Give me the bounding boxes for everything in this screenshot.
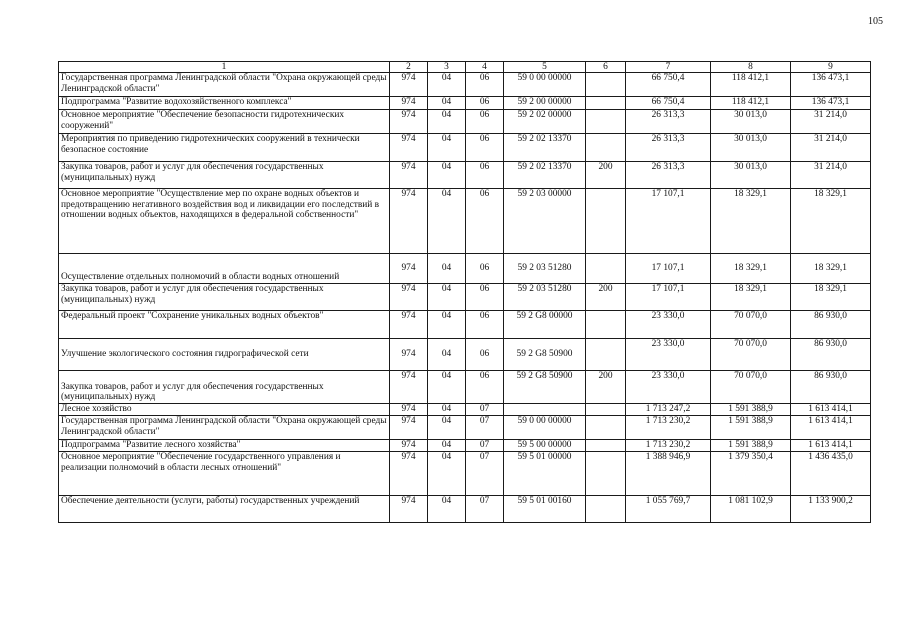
grbs-cell: 974 — [390, 97, 428, 110]
section-cell: 04 — [428, 339, 466, 371]
section-cell: 04 — [428, 254, 466, 284]
section-cell: 04 — [428, 416, 466, 440]
expense-type-cell: 200 — [586, 284, 626, 311]
amount-year1-cell: 26 313,3 — [626, 134, 711, 162]
table-row — [59, 134, 871, 162]
amount-year1-cell: 26 313,3 — [626, 162, 711, 189]
table-row — [59, 452, 871, 496]
expense-type-cell: 200 — [586, 162, 626, 189]
table-row — [59, 110, 871, 134]
amount-year1-cell: 1 388 946,9 — [626, 452, 711, 496]
target-code-cell: 59 2 G8 50900 — [504, 339, 586, 371]
table-row — [59, 371, 871, 404]
subsection-cell: 06 — [466, 189, 504, 254]
amount-year1-cell: 1 713 247,2 — [626, 404, 711, 416]
row-name-cell: Осуществление отдельных полномочий в области водных отношений — [59, 254, 390, 284]
amount-year3-cell: 1 613 414,1 — [791, 416, 871, 440]
row-name-cell: Подпрограмма "Развитие лесного хозяйства" — [59, 440, 390, 452]
amount-year3-cell: 1 436 435,0 — [791, 452, 871, 496]
subsection-cell: 06 — [466, 97, 504, 110]
target-code-cell: 59 2 03 51280 — [504, 284, 586, 311]
amount-year2-cell: 1 379 350,4 — [711, 452, 791, 496]
grbs-cell: 974 — [390, 496, 428, 523]
table-row — [59, 189, 871, 254]
amount-year2-cell: 118 412,1 — [711, 97, 791, 110]
amount-year3-cell: 86 930,0 — [791, 339, 871, 371]
target-code-cell — [504, 404, 586, 416]
expense-type-cell — [586, 134, 626, 162]
amount-year2-cell: 18 329,1 — [711, 284, 791, 311]
expense-type-cell: 200 — [586, 371, 626, 404]
row-name-cell: Основное мероприятие "Осуществление мер по охране водных объектов и предотвращению негативного воздействия вод и ликвидации его последствий в отношении водных объектов, находящихся в федеральной собственности" — [59, 189, 390, 254]
section-cell: 04 — [428, 371, 466, 404]
amount-year2-cell: 70 070,0 — [711, 371, 791, 404]
section-cell: 04 — [428, 73, 466, 97]
target-code-cell: 59 5 00 00000 — [504, 440, 586, 452]
row-name-cell: Обеспечение деятельности (услуги, работы) государственных учреждений — [59, 496, 390, 523]
column-header: 7 — [626, 62, 711, 73]
amount-year1-cell: 23 330,0 — [626, 339, 711, 371]
expense-type-cell — [586, 496, 626, 523]
section-cell: 04 — [428, 496, 466, 523]
subsection-cell: 06 — [466, 73, 504, 97]
amount-year2-cell: 1 591 388,9 — [711, 416, 791, 440]
section-cell: 04 — [428, 404, 466, 416]
amount-year3-cell: 31 214,0 — [791, 134, 871, 162]
amount-year1-cell: 17 107,1 — [626, 284, 711, 311]
subsection-cell: 06 — [466, 311, 504, 339]
grbs-cell: 974 — [390, 416, 428, 440]
table-row — [59, 440, 871, 452]
grbs-cell: 974 — [390, 404, 428, 416]
grbs-cell: 974 — [390, 254, 428, 284]
subsection-cell: 07 — [466, 496, 504, 523]
amount-year3-cell: 1 613 414,1 — [791, 440, 871, 452]
expense-type-cell — [586, 452, 626, 496]
grbs-cell: 974 — [390, 189, 428, 254]
amount-year3-cell: 86 930,0 — [791, 311, 871, 339]
table-row — [59, 416, 871, 440]
table-row — [59, 311, 871, 339]
table-row — [59, 254, 871, 284]
amount-year3-cell: 136 473,1 — [791, 97, 871, 110]
subsection-cell: 07 — [466, 404, 504, 416]
amount-year1-cell: 66 750,4 — [626, 97, 711, 110]
amount-year3-cell: 18 329,1 — [791, 284, 871, 311]
amount-year1-cell: 23 330,0 — [626, 311, 711, 339]
section-cell: 04 — [428, 189, 466, 254]
subsection-cell: 06 — [466, 254, 504, 284]
grbs-cell: 974 — [390, 440, 428, 452]
amount-year1-cell: 1 055 769,7 — [626, 496, 711, 523]
subsection-cell: 06 — [466, 162, 504, 189]
budget-table — [58, 61, 871, 523]
amount-year2-cell: 70 070,0 — [711, 311, 791, 339]
expense-type-cell — [586, 339, 626, 371]
amount-year3-cell: 31 214,0 — [791, 110, 871, 134]
amount-year2-cell: 30 013,0 — [711, 162, 791, 189]
grbs-cell: 974 — [390, 371, 428, 404]
row-name-cell: Мероприятия по приведению гидротехнических сооружений в технически безопасное состояние — [59, 134, 390, 162]
expense-type-cell — [586, 97, 626, 110]
column-header: 5 — [504, 62, 586, 73]
amount-year1-cell: 1 713 230,2 — [626, 440, 711, 452]
subsection-cell: 07 — [466, 416, 504, 440]
table-row — [59, 339, 871, 371]
target-code-cell: 59 2 03 00000 — [504, 189, 586, 254]
grbs-cell: 974 — [390, 339, 428, 371]
amount-year3-cell: 86 930,0 — [791, 371, 871, 404]
row-name-cell: Государственная программа Ленинградской области "Охрана окружающей среды Ленинградской области" — [59, 416, 390, 440]
target-code-cell: 59 2 03 51280 — [504, 254, 586, 284]
row-name-cell: Федеральный проект "Сохранение уникальных водных объектов" — [59, 311, 390, 339]
target-code-cell: 59 2 02 13370 — [504, 162, 586, 189]
section-cell: 04 — [428, 440, 466, 452]
grbs-cell: 974 — [390, 311, 428, 339]
target-code-cell: 59 0 00 00000 — [504, 73, 586, 97]
amount-year2-cell: 30 013,0 — [711, 134, 791, 162]
amount-year3-cell: 136 473,1 — [791, 73, 871, 97]
table-row — [59, 404, 871, 416]
row-name-cell: Лесное хозяйство — [59, 404, 390, 416]
subsection-cell: 06 — [466, 134, 504, 162]
expense-type-cell — [586, 311, 626, 339]
target-code-cell: 59 2 00 00000 — [504, 97, 586, 110]
expense-type-cell — [586, 404, 626, 416]
amount-year1-cell: 1 713 230,2 — [626, 416, 711, 440]
target-code-cell: 59 5 01 00160 — [504, 496, 586, 523]
amount-year1-cell: 23 330,0 — [626, 371, 711, 404]
amount-year2-cell: 18 329,1 — [711, 254, 791, 284]
amount-year1-cell: 26 313,3 — [626, 110, 711, 134]
column-header: 2 — [390, 62, 428, 73]
subsection-cell: 07 — [466, 452, 504, 496]
table-row — [59, 162, 871, 189]
column-header: 4 — [466, 62, 504, 73]
row-name-cell: Закупка товаров, работ и услуг для обеспечения государственных (муниципальных) нужд — [59, 371, 390, 404]
table-row — [59, 496, 871, 523]
expense-type-cell — [586, 440, 626, 452]
column-header: 1 — [59, 62, 390, 73]
section-cell: 04 — [428, 110, 466, 134]
expense-type-cell — [586, 189, 626, 254]
amount-year2-cell: 1 591 388,9 — [711, 404, 791, 416]
page-number: 105 — [868, 16, 883, 27]
column-header: 8 — [711, 62, 791, 73]
expense-type-cell — [586, 416, 626, 440]
amount-year3-cell: 31 214,0 — [791, 162, 871, 189]
target-code-cell: 59 5 01 00000 — [504, 452, 586, 496]
amount-year3-cell: 1 133 900,2 — [791, 496, 871, 523]
amount-year3-cell: 18 329,1 — [791, 254, 871, 284]
row-name-cell: Основное мероприятие "Обеспечение государственного управления и реализации полномочий в области лесных отношений" — [59, 452, 390, 496]
table-row — [59, 97, 871, 110]
row-name-cell: Улучшение экологического состояния гидрографической сети — [59, 339, 390, 371]
subsection-cell: 06 — [466, 284, 504, 311]
table-row — [59, 73, 871, 97]
amount-year3-cell: 18 329,1 — [791, 189, 871, 254]
amount-year2-cell: 1 081 102,9 — [711, 496, 791, 523]
grbs-cell: 974 — [390, 134, 428, 162]
section-cell: 04 — [428, 452, 466, 496]
column-header: 3 — [428, 62, 466, 73]
target-code-cell: 59 2 G8 00000 — [504, 311, 586, 339]
target-code-cell: 59 2 02 00000 — [504, 110, 586, 134]
section-cell: 04 — [428, 162, 466, 189]
grbs-cell: 974 — [390, 284, 428, 311]
target-code-cell: 59 0 00 00000 — [504, 416, 586, 440]
row-name-cell: Государственная программа Ленинградской области "Охрана окружающей среды Ленинградской области" — [59, 73, 390, 97]
table-header-row — [59, 62, 871, 73]
target-code-cell: 59 2 02 13370 — [504, 134, 586, 162]
section-cell: 04 — [428, 311, 466, 339]
amount-year2-cell: 70 070,0 — [711, 339, 791, 371]
amount-year1-cell: 17 107,1 — [626, 254, 711, 284]
amount-year1-cell: 66 750,4 — [626, 73, 711, 97]
target-code-cell: 59 2 G8 50900 — [504, 371, 586, 404]
row-name-cell: Закупка товаров, работ и услуг для обеспечения государственных (муниципальных) нужд — [59, 284, 390, 311]
amount-year2-cell: 1 591 388,9 — [711, 440, 791, 452]
row-name-cell: Закупка товаров, работ и услуг для обеспечения государственных (муниципальных) нужд — [59, 162, 390, 189]
amount-year2-cell: 118 412,1 — [711, 73, 791, 97]
amount-year2-cell: 18 329,1 — [711, 189, 791, 254]
grbs-cell: 974 — [390, 73, 428, 97]
column-header: 6 — [586, 62, 626, 73]
subsection-cell: 06 — [466, 339, 504, 371]
table-row — [59, 284, 871, 311]
row-name-cell: Основное мероприятие "Обеспечение безопасности гидротехнических сооружений" — [59, 110, 390, 134]
expense-type-cell — [586, 73, 626, 97]
row-name-cell: Подпрограмма "Развитие водохозяйственного комплекса" — [59, 97, 390, 110]
amount-year2-cell: 30 013,0 — [711, 110, 791, 134]
section-cell: 04 — [428, 284, 466, 311]
expense-type-cell — [586, 254, 626, 284]
amount-year1-cell: 17 107,1 — [626, 189, 711, 254]
subsection-cell: 06 — [466, 371, 504, 404]
amount-year3-cell: 1 613 414,1 — [791, 404, 871, 416]
subsection-cell: 07 — [466, 440, 504, 452]
column-header: 9 — [791, 62, 871, 73]
grbs-cell: 974 — [390, 452, 428, 496]
section-cell: 04 — [428, 134, 466, 162]
expense-type-cell — [586, 110, 626, 134]
grbs-cell: 974 — [390, 162, 428, 189]
grbs-cell: 974 — [390, 110, 428, 134]
subsection-cell: 06 — [466, 110, 504, 134]
section-cell: 04 — [428, 97, 466, 110]
